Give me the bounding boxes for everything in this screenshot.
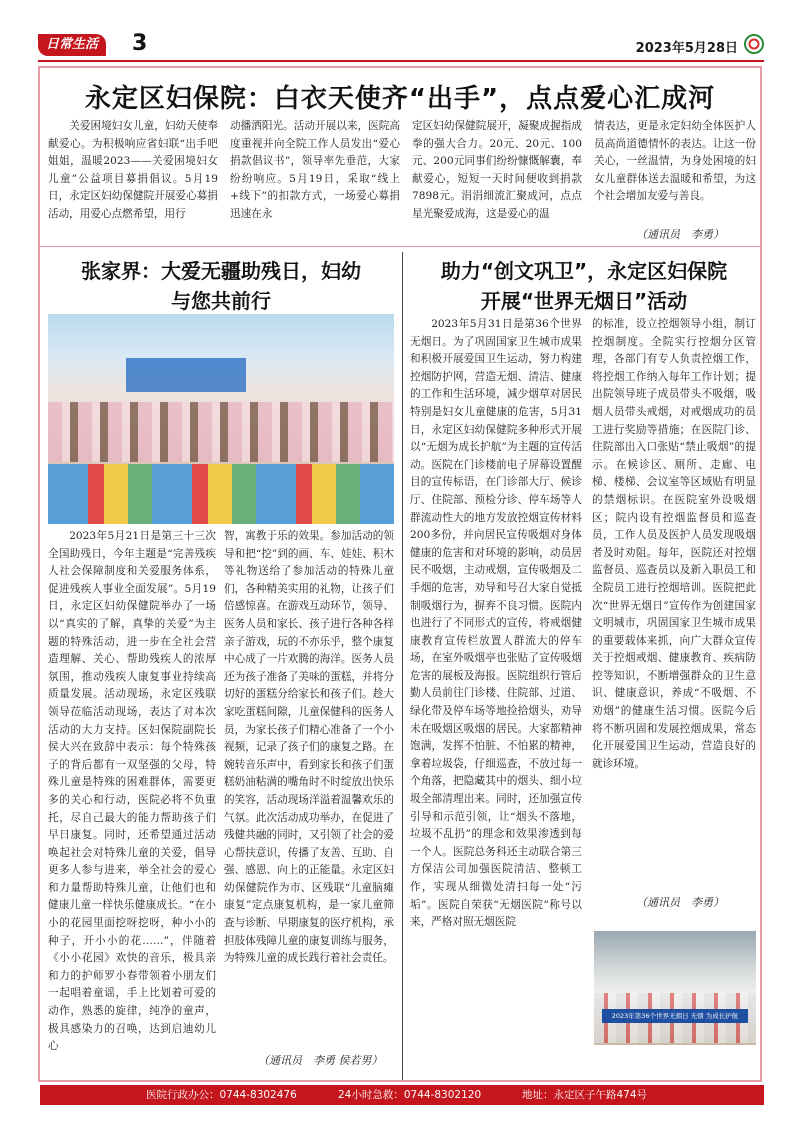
article2-title: [48, 256, 394, 316]
article3-title-line-2: 开展“世界无烟日”活动: [480, 289, 688, 313]
article1-signature: （通讯员 李勇）: [636, 228, 724, 241]
no-smoking-day-photo: [594, 931, 756, 1045]
article1-column-2: 动播洒阳光。活动开展以来，医院高度重视并向全院工作人员发出“爱心捐款倡议书”，领导率先垂范，大家纷纷响应。5月19日，采取“线上+线下”的扣款方式，一场爱心募捐迅速在永: [230, 120, 400, 220]
page-header: [38, 31, 764, 58]
issue-date: 2023年5月28日: [635, 41, 738, 56]
article3-title: [410, 256, 758, 316]
article2-column-1: 2023年5月21日是第三十三次全国助残日，今年主题是“完善残疾人社会保障制度和关爱服务体系，促进残疾人事业全面发展”。5月19日，永定区妇幼保健院举办了一场以“真实的了解，真挚的关爱”为主题的特殊活动，进一步在全社会营造理解、关心、帮助残疾人的浓厚氛围，推动残疾人康复事业持续高质量发展。活动现场，永定区残联领导莅临活动现场，表达了对本次活动的大力支持。区妇保院副院长侯大兴在致辞中表示：每个特殊孩子的背后都有一双坚强的父母，特殊儿童是特殊的困难群体，需要更多的关心和行动，医院必将不负重托，尽自己最大的能力帮助孩子们早日康复。同时，还希望通过活动唤起社会对特殊儿童的关爱，倡导更多人参与进来，举全社会的爱心和力量帮助特殊儿童，让他们也和健康儿童一样快乐健康成长。“在小小的花园里面挖呀挖呀，种小小的种子，开小小的花……”，伴随着《小小花园》欢快的音乐，极具亲和力的护师罗小春带领着小朋友们一起唱着童谣，手上比划着可爱的动作，熟悉的旋律，纯净的童声，极具感染力的召唤，达到启迪幼儿心: [48, 530, 216, 1053]
disability-day-photo: [48, 314, 394, 524]
article3-signature: （通讯员 李勇）: [636, 896, 724, 909]
page-number: 3: [132, 31, 148, 56]
footer-emergency-phone: 24小时急救：0744-8302120: [338, 1089, 482, 1101]
article3-title-line-1: 助力“创文巩卫”，永定区妇保院: [440, 259, 728, 283]
article1-title: 永定区妇保院：白衣天使齐“出手”，点点爱心汇成河: [84, 84, 716, 114]
page-footer: [40, 1085, 764, 1105]
hospital-logo-icon: [744, 34, 764, 54]
photo-crowd: [48, 402, 394, 462]
article2-signature: （通讯员 李勇 侯若男）: [258, 1054, 383, 1067]
article2-column-2: 智，寓教于乐的效果。参加活动的领导和把“挖”到的画、车、娃娃、积木等礼物送给了参加活动的特殊儿童们，各种精美实用的礼物，让孩子们倍感惊喜。在游戏互动环节，领导、医务人员和家长、孩子进行各种各样亲子游戏，玩的不亦乐乎，整个康复中心成了一片欢腾的海洋。医务人员还为孩子准备了美味的蛋糕，并将分切好的蛋糕分给家长和孩子们。趁大家吃蛋糕间隙，儿童保健科的医务人员，为家长孩子们精心准备了一个小视频，记录了孩子们的康复之路。在婉转音乐声中，看到家长和孩子们蛋糕奶油粘满的嘴角时不时绽放出快乐的笑容，活动现场洋溢着温馨欢乐的气氛。此次活动成功举办，在促进了残健共融的同时，又引领了社会的爱心帮扶意识，传播了友善、互助、自强、感恩、向上的正能量。永定区妇幼保健院作为市、区残联“儿童脑瘫康复”定点康复机构，是一家儿童筛查与诊断、早期康复的医疗机构，承担肢体残障儿童的康复训练与服务，为特殊儿童的成长践行着社会责任。: [224, 530, 394, 965]
photo2-banner: [602, 1009, 748, 1023]
column-divider: [402, 252, 403, 1080]
photo2-banner-text: 2023年第36个世界无烟日 无烟 为成长护航: [611, 1012, 739, 1020]
article1-column-3: 定区妇幼保健院展开，凝聚成握指成拳的强大合力。20元、20元、100元、200元同事们纷纷慷慨解囊，奉献爱心，短短一天时间便收到捐款7898元。涓涓细流汇聚成河，点点星光聚爱成海，这是爱心的温: [412, 120, 582, 220]
section-badge: 日常生活: [38, 34, 106, 56]
article1-divider: [40, 246, 760, 247]
photo-gift-boxes: [48, 464, 394, 524]
article3-column-1: 2023年5月31日是第36个世界无烟日。为了巩固国家卫生城市成果和积极开展爱国卫生运动，努力构建控烟防护网，营造无烟、清洁、健康的工作和生活环境，减少烟草对居民特别是妇女儿童健康的危害，5月31日，永定区妇幼保健院多种形式开展以“无烟为成长护航”为主题的宣传活动。医院在门诊楼前电子屏幕设置醒目的宣传标语，在门诊部大厅、候诊厅、住院部、预检分诊、停车场等人群流动性大的地方发放控烟宣传材料200多份，并向居民宣传吸烟对身体健康的危害和对环境的影响，动员居民不吸烟，主动戒烟，宣传吸烟及二手烟的危害，劝导和号召大家自觉抵制吸烟行为，摒弃不良习惯。医院内也进行了不同形式的宣传，将戒烟健康教育宣传栏放置人群流大的停车场，在室外吸烟亭也张贴了宣传吸烟危害的展板及海报。医院组织行管后勤人员前往门诊楼、住院部、过道、绿化带及停车场等地捡拾烟头，劝导未在吸烟区吸烟的居民。大家都精神饱满，发挥不怕脏、不怕累的精神，拿着垃圾袋，仔细巡查，不放过每一个角落，把隐藏其中的烟头、细小垃圾全部清理出来。同时，还加强宣传引导和示范引领，让“烟头不落地，垃圾不乱扔”的理念和效果渗透到每一个人。医院总务科还主动联合第三方保洁公司加强医院清洁、整顿工作，实现从细微处清扫每一处“污垢”。医院自荣获“无烟医院”称号以来，严格对照无烟医院: [410, 318, 582, 929]
header-divider: [38, 60, 764, 62]
photo-banner: [126, 358, 246, 392]
footer-admin-phone: 医院行政办公：0744-8302476: [146, 1089, 297, 1101]
article2-title-line-1: 张家界：大爱无疆助残日，妇幼: [81, 259, 361, 283]
article3-column-2: 的标准，设立控烟领导小组，制订控烟制度。全院实行控烟分区管理，各部门有专人负责控烟工作，将控烟工作纳入每年工作计划；提出院领导班子成员带头不吸烟，吸烟人员带头戒烟，对戒烟成功的员工进行奖励等措施；在医院门诊、住院部出入口张贴“禁止吸烟”的提示。在候诊区、厕所、走廊、电梯、楼梯、会议室等区域贴有明显的禁烟标识。在医院室外设吸烟区；院内设有控烟监督员和巡查员，工作人员及医护人员发现吸烟者及时劝阻。每年，医院还对控烟监督员、巡查员以及新入职员工和全院员工进行控烟培训。医院把此次“世界无烟日”宣传作为创建国家文明城市，巩固国家卫生城市成果的重要载体来抓，向广大群众宣传关于控烟戒烟、健康教育、疾病防控等知识，不断增强群众的卫生意识、健康意识，养成“不吸烟、不劝烟”的健康生活习惯。医院今后将不断巩固和发展控烟成果，常态化开展爱国卫生运动，营造良好的就诊环境。: [592, 318, 756, 770]
article2-title-line-2: 与您共前行: [171, 289, 271, 313]
article1-column-1: 关爱困境妇女儿童，妇幼天使奉献爱心。为积极响应省妇联“出手吧姐姐，温暖2023——关爱困境妇女儿童”公益项目募捐倡议。5月19日，永定区妇幼保健院开展爱心募捐活动，用爱心点燃希望，用行: [48, 120, 218, 220]
article1-column-4: 情表达，更是永定妇幼全体医护人员高尚道德情怀的表达。让这一份关心，一丝温情，为身处困境的妇女儿童群体送去温暖和希望，为这个社会增加友爱与善良。: [594, 120, 756, 203]
footer-address: 地址：永定区子午路474号: [522, 1089, 648, 1101]
